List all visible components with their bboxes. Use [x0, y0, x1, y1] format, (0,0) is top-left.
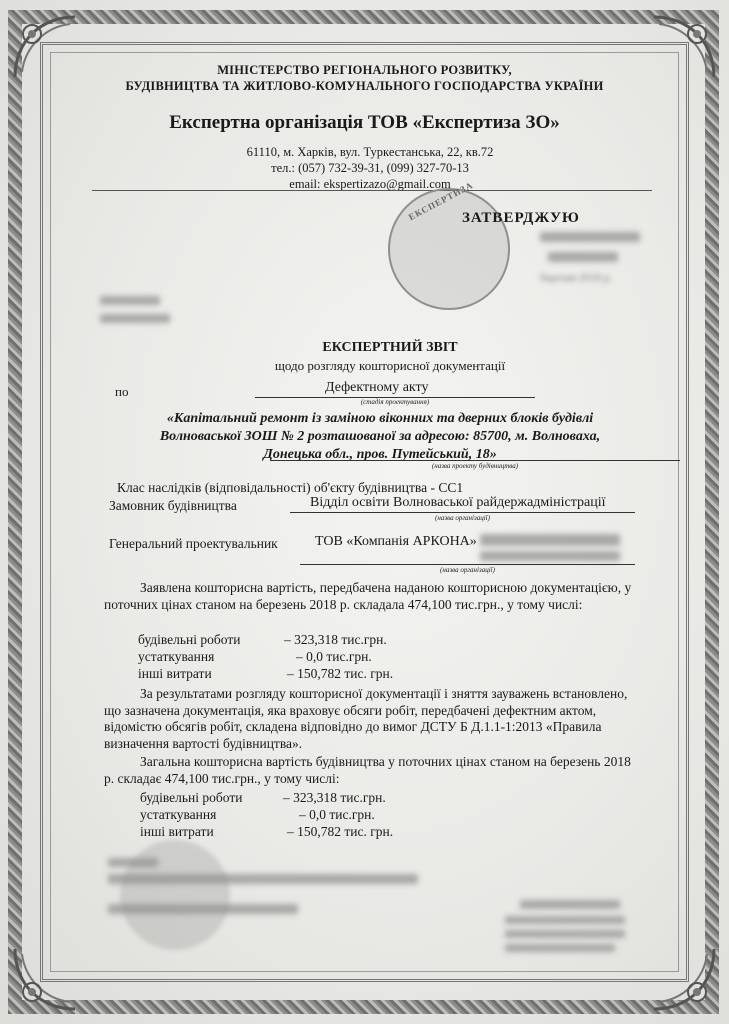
item-label: інші витрати: [140, 824, 214, 839]
corner-ornament-icon: [10, 944, 80, 1014]
project-name-line: Донецька обл., пров. Путейський, 18»: [263, 447, 497, 462]
signature-stamp: [120, 840, 230, 950]
redacted-reg-date: [100, 314, 170, 323]
item-label: будівельні роботи: [140, 790, 243, 805]
customer-caption: (назва організації): [435, 514, 490, 522]
customer-label: Замовник будівництва: [109, 498, 237, 513]
customer-value: Відділ освіти Волноваської райдержадміністрації: [310, 495, 606, 510]
header-divider: [92, 190, 652, 191]
ministry-line-2: БУДІВНИЦТВА ТА ЖИТЛОВО-КОМУНАЛЬНОГО ГОСПОДАРСТВА УКРАЇНИ: [125, 79, 604, 93]
redacted-cert-date: [505, 930, 625, 938]
project-caption: (назва проекту будівництва): [431, 462, 519, 470]
po-label: по: [115, 384, 129, 399]
customer-underline: [290, 512, 635, 513]
project-name: [120, 410, 640, 464]
stamp-text: ЕКСПЕРТИЗА: [406, 179, 475, 223]
redacted-approver-name: [548, 252, 618, 262]
ministry-line-1: МІНІСТЕРСТВО РЕГІОНАЛЬНОГО РОЗВИТКУ,: [217, 63, 512, 77]
redacted-cert-number: [505, 916, 625, 924]
item-value: – 0,0 тис.грн.: [299, 807, 375, 822]
item-label: будівельні роботи: [138, 632, 241, 647]
designer-caption: (назва організації): [440, 566, 495, 574]
project-name-line: «Капітальний ремонт із заміною віконних та дверних блоків будівлі: [166, 411, 594, 426]
approval-date: березня 2018 р.: [540, 272, 612, 284]
designer-value: ТОВ «Компанія АРКОНА»: [315, 534, 477, 549]
paragraph-review-result: За результатами розгляду кошторисної документації і зняття зауважень встановлено, що зазначена документація, яка враховує обсяги робіт, передбачені дефектним актом, відомістю обсягів робіт, складена відповідно до вимог ДСТУ Б Д.1.1-1:2013 «Правила визначення вартості будівництва».: [104, 686, 628, 751]
item-label: інші витрати: [138, 666, 212, 681]
item-value: – 150,782 тис. грн.: [287, 824, 394, 839]
consequence-class: Клас наслідків (відповідальності) об'єкту будівництва - СС1: [117, 480, 464, 495]
paragraph-declared-cost: Заявлена кошторисна вартість, передбачена наданою кошторисною документацією, у поточних цінах станом на березень 2018 р. складала 474,100 тис.грн., у тому числі:: [104, 580, 632, 612]
item-label: устаткування: [140, 807, 217, 822]
report-subtitle: щодо розгляду кошторисної документації: [274, 358, 506, 373]
item-label: устаткування: [138, 649, 215, 664]
ministry-header: [0, 62, 729, 94]
designer-underline: [300, 564, 635, 565]
paragraph-total-cost: Загальна кошторисна вартість будівництва у поточних цінах станом на березень 2018 р. складає 474,100 тис.грн., у тому числі:: [104, 754, 631, 786]
item-value: – 323,318 тис.грн.: [283, 790, 386, 805]
phone-line: тел.: (057) 732-39-31, (099) 327-70-13: [271, 161, 469, 175]
item-value: – 150,782 тис. грн.: [287, 666, 394, 681]
designer-label: Генеральний проектувальник: [109, 536, 278, 551]
organization-name: Експертна організація ТОВ «Експертиза ЗО»: [169, 112, 560, 133]
email-line: email: ekspertizazo@gmail.com: [289, 177, 451, 191]
organization-contacts: [180, 144, 560, 192]
redacted-signer-name: [520, 900, 620, 909]
item-value: – 0,0 тис.грн.: [296, 649, 372, 664]
stage-caption: (стадія проектування): [360, 398, 430, 406]
design-stage-value: Дефектному акту: [325, 380, 429, 395]
project-name-line: Волноваської ЗОШ № 2 розташованої за адресою: 85700, м. Волноваха,: [159, 429, 601, 444]
redacted-designer-head: [480, 534, 620, 546]
redacted-cert-extra: [505, 944, 615, 952]
redacted-designer-cert: [480, 551, 620, 561]
corner-ornament-icon: [649, 944, 719, 1014]
redacted-reg-number: [100, 296, 160, 305]
approve-label: ЗАТВЕРДЖУЮ: [462, 210, 580, 226]
address-line: 61110, м. Харків, вул. Туркестанська, 22, кв.72: [246, 145, 494, 159]
report-title: ЕКСПЕРТНИЙ ЗВІТ: [322, 340, 458, 355]
project-underline: [270, 460, 680, 461]
item-value: – 323,318 тис.грн.: [284, 632, 387, 647]
redacted-approver-title: [540, 232, 640, 242]
official-stamp: [388, 188, 510, 310]
